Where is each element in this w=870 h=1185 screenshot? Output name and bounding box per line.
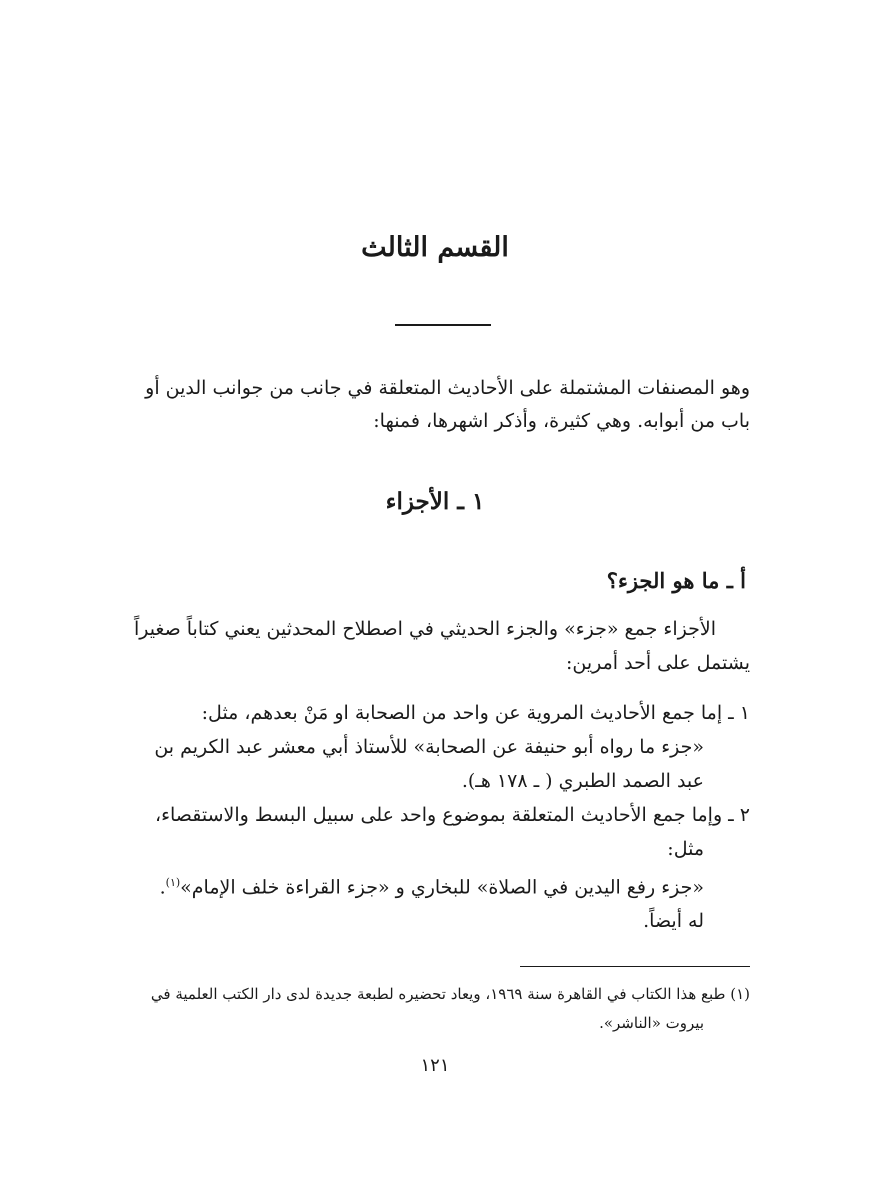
list-item-2-line: له أيضاً.: [643, 910, 704, 933]
footnote: [118, 980, 750, 1038]
list-item-1-line: ١ ـ إما جمع الأحاديث المروية عن واحد من الصحابة او مَنْ بعدهم، مثل:: [201, 702, 750, 724]
chapter-heading: ١ ـ الأجزاء: [385, 488, 485, 515]
footnote-divider: [520, 966, 750, 967]
page-number: ١٢١: [420, 1055, 450, 1076]
types-list: [118, 696, 750, 938]
intro-line: باب من أبوابه. وهي كثيرة، وأذكر اشهرها، فمنها:: [373, 410, 750, 432]
footnote-line: بيروت «الناشر».: [599, 1014, 704, 1032]
list-item-2-line: مثل:: [667, 838, 704, 860]
intro-paragraph: [118, 372, 750, 438]
footnote-line: (١) طبع هذا الكتاب في القاهرة سنة ١٩٦٩، ويعاد تحضيره لطبعة جديدة لدى دار الكتب العلمية في: [150, 985, 750, 1003]
section-title: القسم الثالث: [361, 232, 509, 263]
subsection-heading: أ ـ ما هو الجزء؟: [606, 568, 746, 593]
definition-line: يشتمل على أحد أمرين:: [565, 652, 750, 674]
list-item-1-line: عبد الصمد الطبري ( ـ ١٧٨ هـ).: [461, 770, 704, 792]
definition-paragraph: [118, 612, 750, 680]
definition-line: الأجزاء جمع «جزء» والجزء الحديثي في اصطلاح المحدثين يعني كتاباً صغيراً: [133, 618, 716, 640]
footnote-ref: (١): [165, 876, 181, 889]
list-item-1-line: «جزء ما رواه أبو حنيفة عن الصحابة» للأستاذ أبي معشر عبد الكريم بن: [154, 736, 704, 758]
title-divider: [395, 324, 491, 326]
list-item-2-line: [118, 866, 750, 904]
list-item-2-text: «جزء رفع اليدين في الصلاة» للبخاري و «جزء القراءة خلف الإمام»: [180, 876, 704, 899]
list-item-2-period: .: [159, 876, 166, 899]
intro-line: وهو المصنفات المشتملة على الأحاديث المتعلقة في جانب من جوانب الدين أو: [145, 377, 750, 399]
list-item-2-line: ٢ ـ وإما جمع الأحاديث المتعلقة بموضوع واحد على سبيل البسط والاستقصاء،: [154, 804, 750, 826]
